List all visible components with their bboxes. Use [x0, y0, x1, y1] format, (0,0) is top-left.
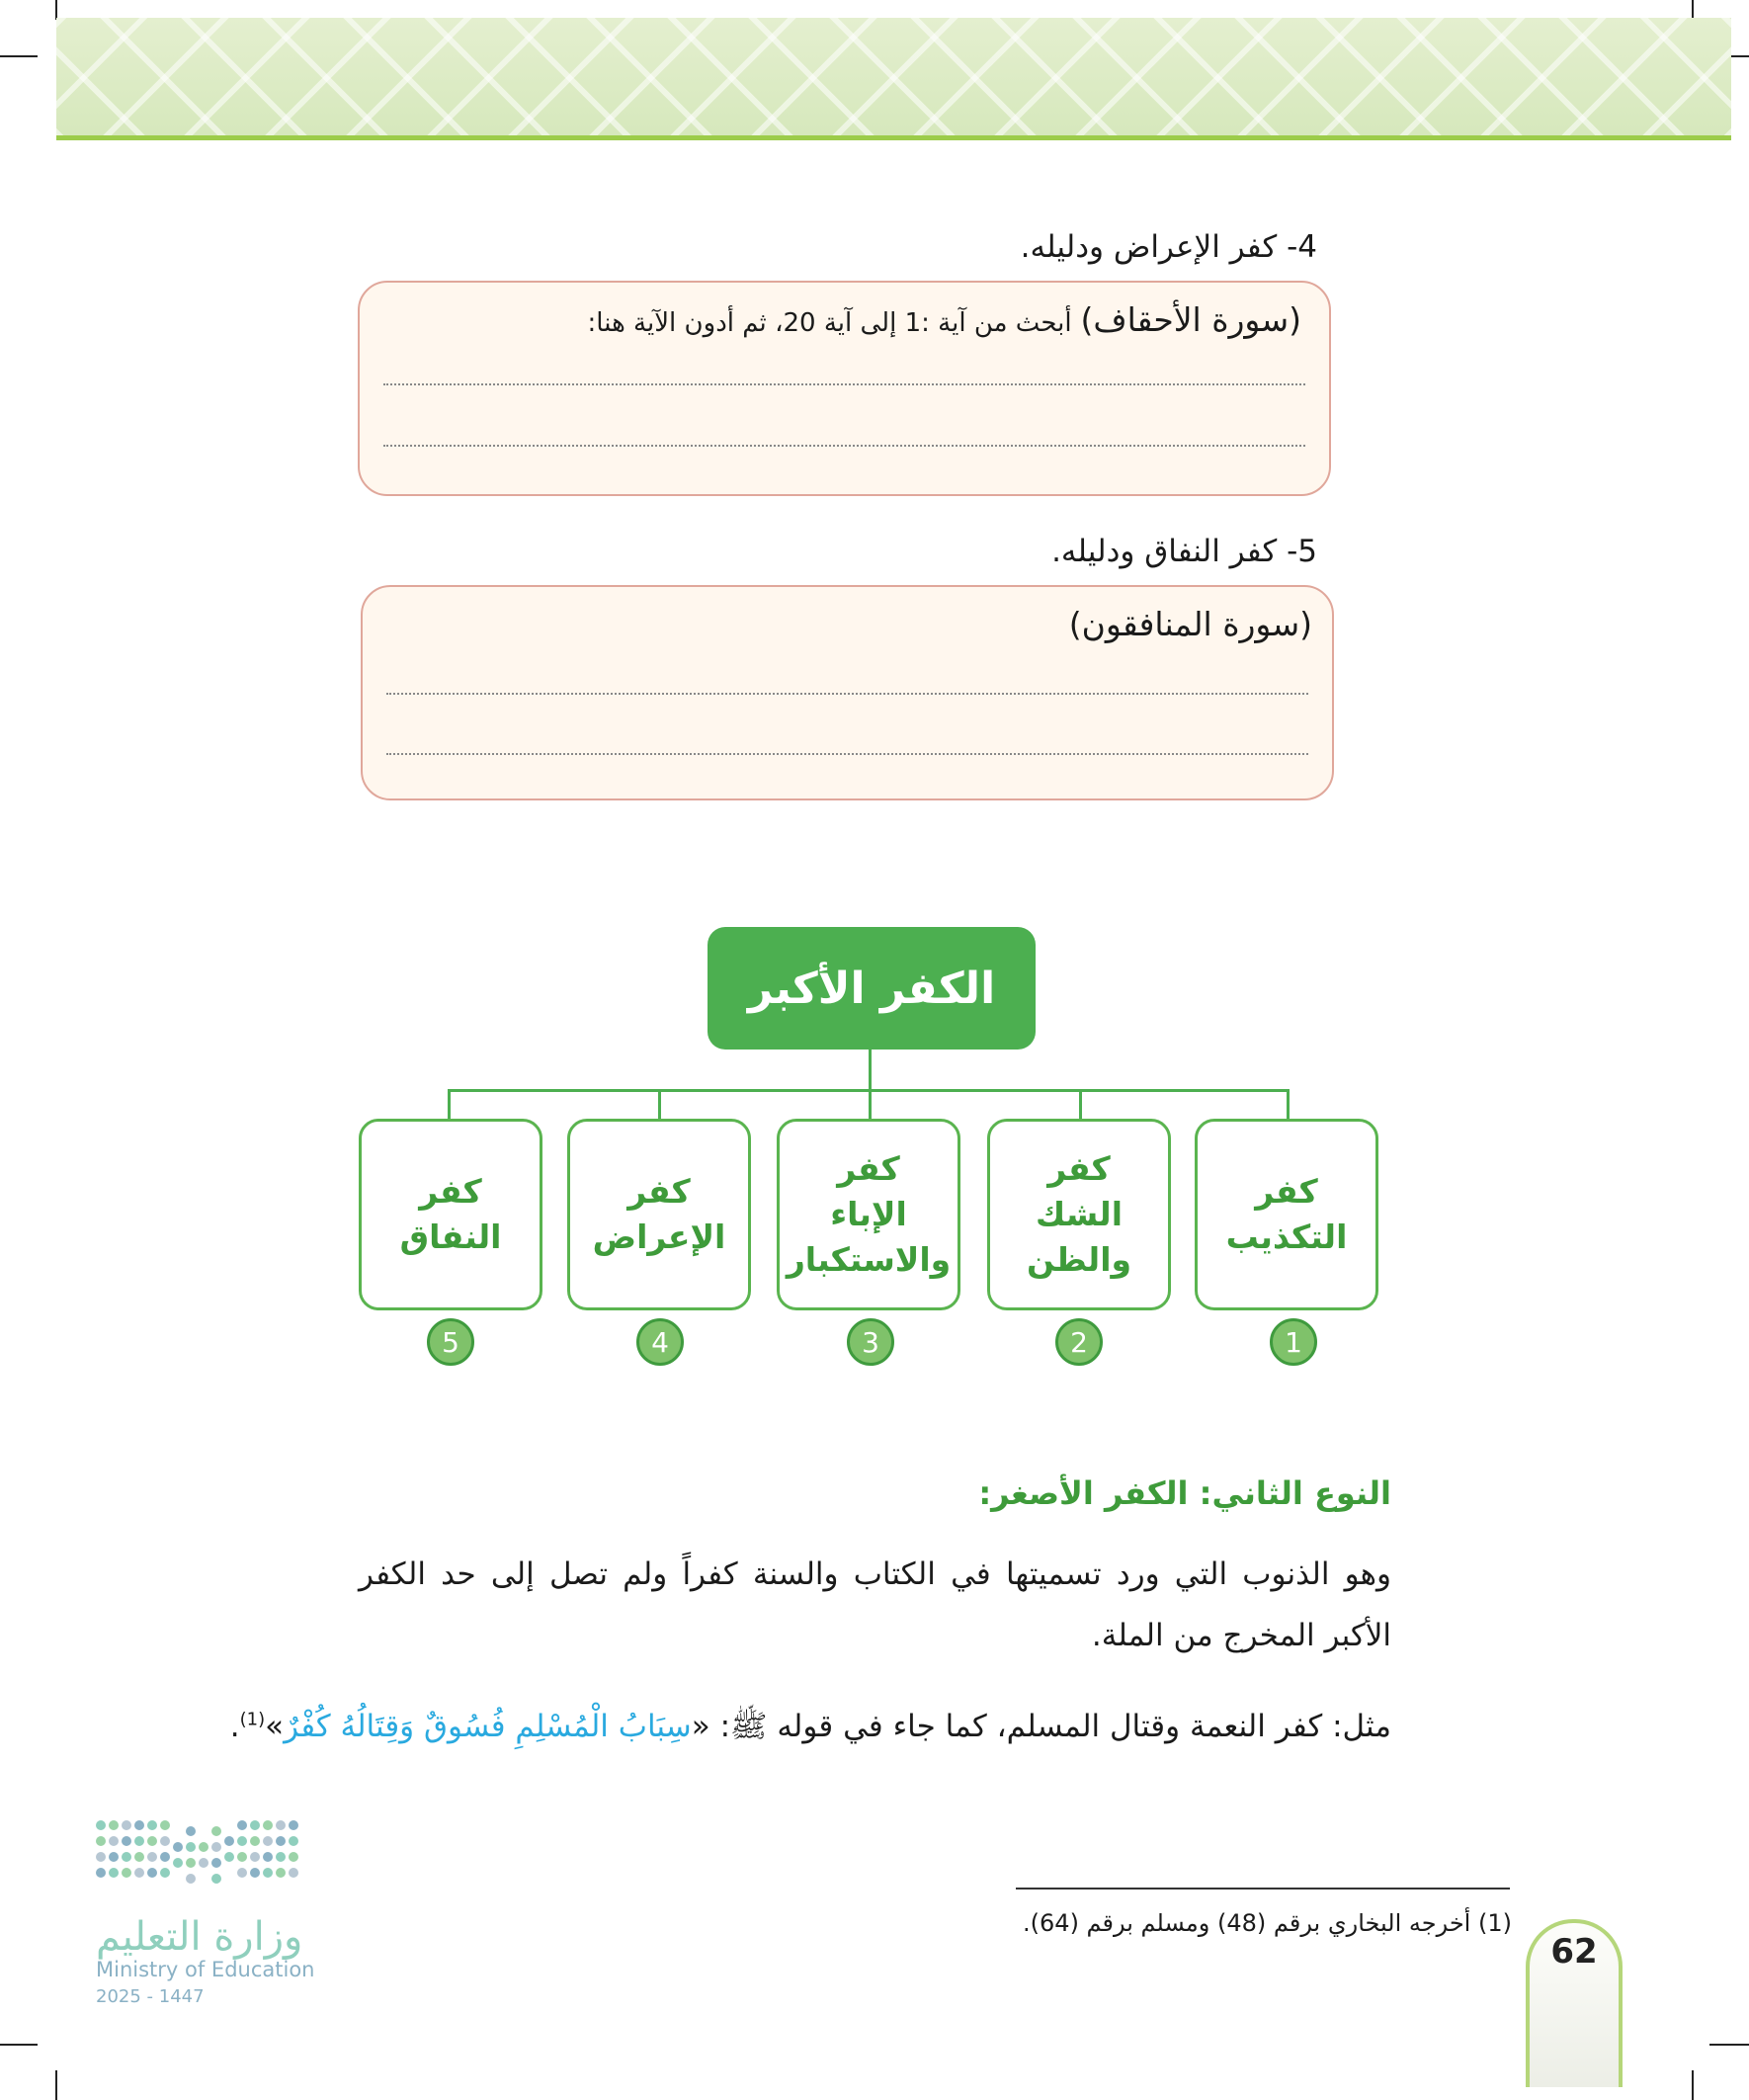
logo-dot: [276, 1868, 286, 1878]
answer-box-5[interactable]: [361, 585, 1334, 800]
logo-dot: [160, 1820, 170, 1830]
logo-dot: [263, 1868, 273, 1878]
logo-dot: [289, 1820, 298, 1830]
leaf-line: الإعراض: [592, 1218, 726, 1256]
logo-dot: [186, 1826, 196, 1836]
logo-dot: [237, 1820, 247, 1830]
diagram-leaf: [777, 1119, 960, 1310]
example-line: مثل: كفر النعمة وقتال المسلم، كما جاء في قوله ﷺ: «سِبَابُ الْمُسْلِمِ فُسُوقٌ وَقِتَالُهُ كُفْرٌ»$^{(1)}$.: [229, 1709, 1391, 1744]
logo-dot: [276, 1836, 286, 1846]
logo-dot: [237, 1836, 247, 1846]
crop-mark: [1692, 2070, 1694, 2100]
logo-dot: [122, 1852, 131, 1862]
footnote: (1) أخرجه البخاري برقم (48) ومسلم برقم (64).: [1023, 1909, 1512, 1937]
leaf-line: والظن: [1026, 1240, 1132, 1280]
crop-mark: [1692, 0, 1694, 20]
connector-line: [869, 1050, 872, 1091]
logo-dot: [134, 1836, 144, 1846]
leaf-line: الإباء: [830, 1194, 907, 1233]
logo-dot: [237, 1868, 247, 1878]
connector-line: [1079, 1089, 1082, 1119]
answer-box-4[interactable]: [358, 281, 1331, 496]
logo-dot: [276, 1852, 286, 1862]
dotted-answer-line: [386, 753, 1308, 755]
logo-dot: [160, 1868, 170, 1878]
logo-dot: [250, 1852, 260, 1862]
answer-hint: [1069, 605, 1312, 643]
dotted-answer-line: [383, 445, 1305, 447]
crop-mark: [55, 0, 57, 20]
logo-dot: [211, 1842, 221, 1852]
leaf-number-badge: 3: [847, 1318, 894, 1366]
leaf-line: كفر: [1255, 1171, 1318, 1211]
header-rule: [56, 135, 1731, 140]
logo-dot: [96, 1852, 106, 1862]
crop-mark: [1709, 2044, 1749, 2046]
leaf-line: كفر: [1047, 1148, 1111, 1188]
logo-dot: [186, 1874, 196, 1884]
question-4-title: 4- كفر الإعراض ودليله.: [1020, 229, 1317, 265]
logo-dot: [250, 1868, 260, 1878]
leaf-number-badge: 1: [1270, 1318, 1317, 1366]
section-title: النوع الثاني: الكفر الأصغر:: [978, 1474, 1391, 1512]
hint-instruction: أبحث من آية :1 إلى آية 20، ثم أدون الآية هنا:: [587, 308, 1072, 338]
logo-dot: [122, 1836, 131, 1846]
footnote-rule: [1016, 1888, 1510, 1890]
example-prefix: مثل: كفر النعمة وقتال المسلم، كما جاء في قوله ﷺ: «: [691, 1709, 1391, 1744]
logo-dot: [289, 1852, 298, 1862]
logo-dot: [289, 1836, 298, 1846]
crop-mark: [0, 55, 38, 57]
logo-dot: [134, 1852, 144, 1862]
logo-dot: [186, 1842, 196, 1852]
page-number: 62: [1550, 1932, 1598, 1972]
crop-mark: [0, 2044, 38, 2046]
logo-dot: [134, 1820, 144, 1830]
logo-dot: [147, 1820, 157, 1830]
ministry-name-english: Ministry of Education: [96, 1958, 315, 1981]
leaf-number-badge: 4: [636, 1318, 684, 1366]
hadith-text: سِبَابُ الْمُسْلِمِ فُسُوقٌ وَقِتَالُهُ كُفْرٌ: [284, 1709, 692, 1744]
header-banner: [56, 18, 1731, 136]
diagram-leaf: [567, 1119, 751, 1310]
logo-dot: [96, 1868, 106, 1878]
logo-dot: [263, 1820, 273, 1830]
logo-dot: [276, 1820, 286, 1830]
logo-dot: [211, 1826, 221, 1836]
logo-dot: [263, 1836, 273, 1846]
logo-dot: [237, 1852, 247, 1862]
leaf-line: والاستكبار: [786, 1240, 952, 1280]
logo-dot: [109, 1868, 119, 1878]
footnote-ref: (1): [239, 1709, 266, 1730]
logo-dot: [147, 1836, 157, 1846]
connector-line: [448, 1089, 451, 1119]
logo-dot: [147, 1852, 157, 1862]
logo-dot: [250, 1820, 260, 1830]
surah-name: (سورة المنافقون): [1068, 605, 1312, 643]
logo-dot: [250, 1836, 260, 1846]
logo-dot: [109, 1836, 119, 1846]
ministry-name-arabic: وزارة التعليم: [96, 1914, 303, 1960]
leaf-line: كفر: [837, 1148, 900, 1188]
logo-dot: [147, 1868, 157, 1878]
diagram-root: الكفر الأكبر: [708, 927, 1036, 1050]
logo-dot: [122, 1868, 131, 1878]
logo-dot: [224, 1836, 234, 1846]
logo-dot: [199, 1842, 208, 1852]
logo-dot: [289, 1868, 298, 1878]
example-suffix: »: [265, 1709, 285, 1744]
logo-dot: [109, 1820, 119, 1830]
logo-dot: [263, 1852, 273, 1862]
logo-dot: [224, 1852, 234, 1862]
diagram-leaf: [987, 1119, 1171, 1310]
logo-dot: [160, 1852, 170, 1862]
logo-dot: [96, 1820, 106, 1830]
leaf-number-badge: 5: [427, 1318, 474, 1366]
question-5-title: 5- كفر النفاق ودليله.: [1051, 534, 1317, 569]
diagram-leaf: [359, 1119, 542, 1310]
leaf-line: كفر: [627, 1171, 691, 1211]
logo-dot: [211, 1858, 221, 1868]
section-paragraph: وهو الذنوب التي ورد تسميتها في الكتاب والسنة كفراً ولم تصل إلى حد الكفر الأكبر المخرج من الملة.: [359, 1556, 1391, 1653]
leaf-number-badge: 2: [1055, 1318, 1103, 1366]
leaf-line: الشك: [1036, 1194, 1124, 1233]
diagram-leaf: [1195, 1119, 1378, 1310]
dotted-answer-line: [386, 693, 1308, 695]
leaf-line: النفاق: [399, 1218, 502, 1256]
logo-dot: [160, 1836, 170, 1846]
logo-dot: [96, 1836, 106, 1846]
logo-dot: [122, 1820, 131, 1830]
crop-mark: [55, 2070, 57, 2100]
logo-dot: [173, 1842, 183, 1852]
logo-dot: [109, 1852, 119, 1862]
connector-line: [658, 1089, 661, 1119]
logo-dot: [186, 1858, 196, 1868]
logo-dot: [134, 1868, 144, 1878]
leaf-line: كفر: [419, 1171, 482, 1211]
answer-hint: [588, 300, 1301, 339]
connector-line: [869, 1089, 872, 1119]
dotted-answer-line: [383, 383, 1305, 385]
logo-dot: [199, 1858, 208, 1868]
logo-dot: [211, 1874, 221, 1884]
leaf-line: التكذيب: [1225, 1218, 1348, 1256]
ministry-year: 2025 - 1447: [96, 1986, 205, 2007]
surah-name: (سورة الأحقاف): [1080, 300, 1301, 339]
connector-line: [1287, 1089, 1290, 1119]
logo-dot: [173, 1858, 183, 1868]
